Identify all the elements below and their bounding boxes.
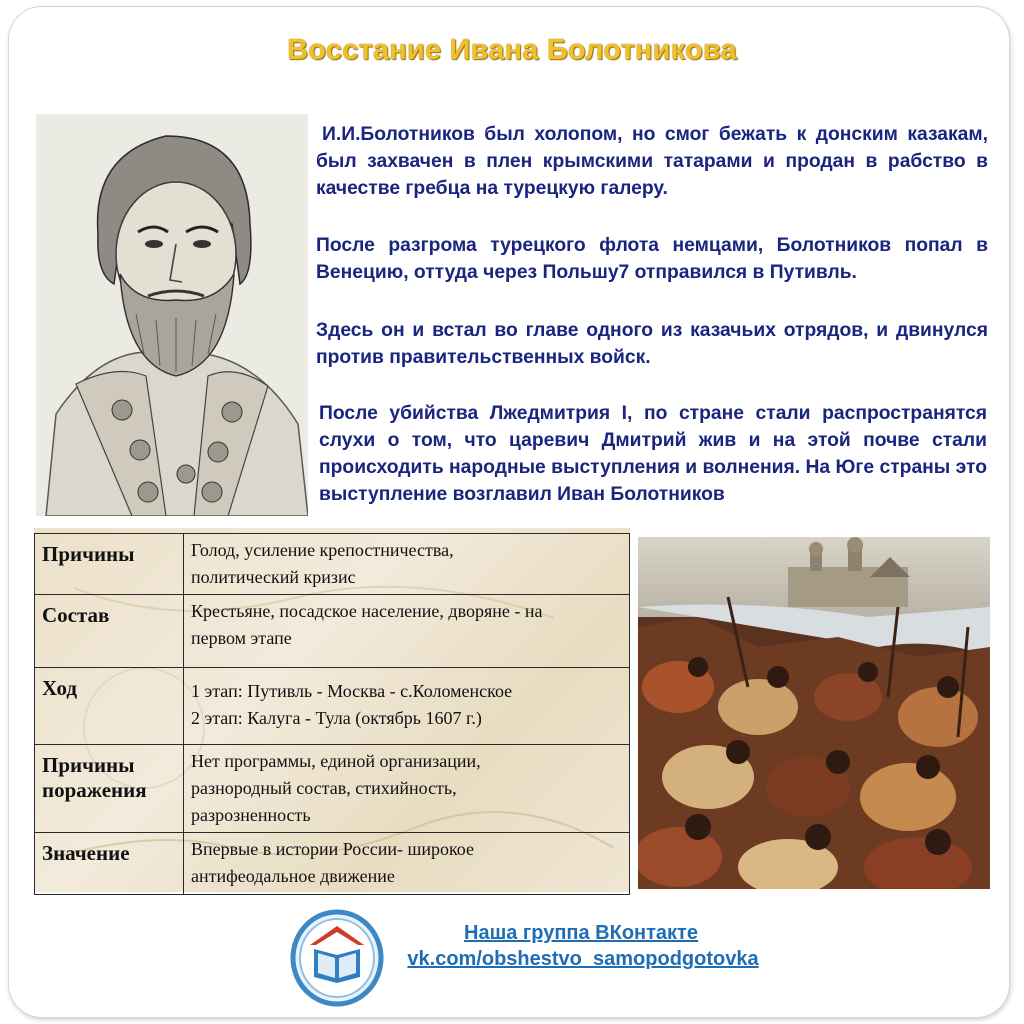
table-row bbox=[35, 595, 630, 668]
value-line: политический кризис bbox=[191, 567, 356, 587]
portrait-sketch-icon bbox=[36, 114, 308, 516]
paragraph-uprising: После убийства Лжедмитрия I, по стране стали распространятся слухи о том, что царевич Дмитрий жив и на этой почве стали происходить народные выступления и волнения. На Юге страны это выступление возглавил Иван Болотников bbox=[319, 403, 987, 505]
paragraph-cossacks: Здесь он и встал во главе одного из казачьих отрядов, и двинулся против правительственных войск. bbox=[316, 320, 988, 368]
row-key-course: Ход bbox=[35, 668, 184, 745]
table-row bbox=[35, 833, 630, 895]
battle-painting bbox=[638, 537, 990, 889]
book-house-logo-icon bbox=[290, 909, 384, 1007]
battle-scene-icon bbox=[638, 537, 990, 889]
value-line: Нет программы, единой организации, bbox=[191, 751, 481, 771]
value-line: антифеодальное движение bbox=[191, 866, 395, 886]
bolotnikov-portrait bbox=[36, 114, 308, 516]
row-key-causes: Причины bbox=[35, 534, 184, 595]
paragraph-bio: И.И.Болотников был холопом, но смог бежать к донским казакам, был захвачен в плен крымскими татарами и продан в рабство в качестве гребца на турецкую галеру. bbox=[316, 124, 988, 199]
uprising-summary-table bbox=[34, 533, 630, 895]
vk-group-link[interactable]: vk.com/obshestvo_samopodgotovka bbox=[407, 948, 759, 970]
row-value-causes bbox=[184, 534, 630, 595]
row-value-defeat-causes bbox=[184, 745, 630, 833]
paragraph-venice: После разгрома турецкого флота немцами, Болотников попал в Венецию, оттуда через Польшу7 отправился в Путивль. bbox=[316, 235, 988, 283]
table-row bbox=[35, 668, 630, 745]
table-row bbox=[35, 534, 630, 595]
table-row bbox=[35, 745, 630, 833]
value-line: разрозненность bbox=[191, 805, 311, 825]
row-key-defeat-causes: Причины поражения bbox=[35, 745, 184, 833]
value-line: первом этапе bbox=[191, 628, 292, 648]
value-line: Крестьяне, посадское население, дворяне - на bbox=[191, 601, 543, 621]
value-line: 2 этап: Калуга - Тула (октябрь 1607 г.) bbox=[191, 708, 482, 728]
row-key-significance: Значение bbox=[35, 833, 184, 895]
page-title: Восстание Ивана Болотникова bbox=[287, 34, 737, 66]
row-value-significance bbox=[184, 833, 630, 895]
row-value-composition bbox=[184, 595, 630, 668]
group-logo[interactable] bbox=[290, 909, 384, 1007]
value-line: разнородный состав, стихийность, bbox=[191, 778, 457, 798]
value-line: Впервые в истории России- широкое bbox=[191, 839, 475, 859]
row-value-course bbox=[184, 668, 630, 745]
value-line: 1 этап: Путивль - Москва - с.Коломенское bbox=[191, 681, 513, 701]
vk-group-label[interactable]: Наша группа ВКонтакте bbox=[464, 922, 698, 944]
row-key-composition: Состав bbox=[35, 595, 184, 668]
value-line: Голод, усиление крепостничества, bbox=[191, 540, 454, 560]
